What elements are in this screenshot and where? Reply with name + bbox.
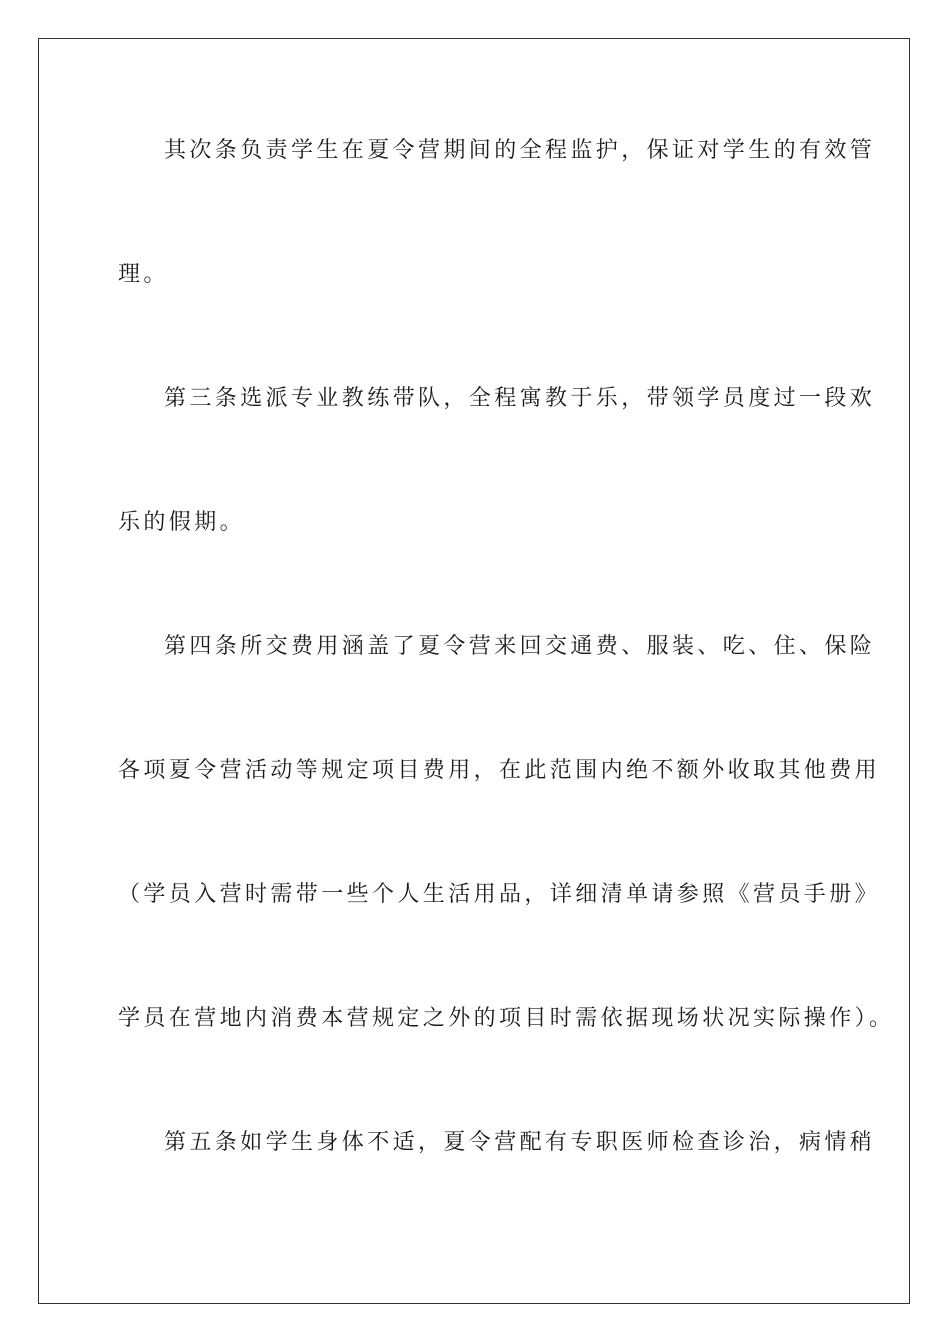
- paragraph-line: 各项夏令营活动等规定项目费用，在此范围内绝不额外收取其他费用: [118, 758, 881, 783]
- paragraph-line: 其次条负责学生在夏令营期间的全程监护，保证对学生的有效管: [164, 138, 876, 163]
- paragraph-line: 第三条选派专业教练带队，全程寓教于乐，带领学员度过一段欢: [164, 386, 876, 411]
- paragraph-line: 乐的假期。: [118, 510, 246, 535]
- paragraph-line: 第五条如学生身体不适，夏令营配有专职医师检查诊治，病情稍: [164, 1130, 876, 1155]
- paragraph-line: 学员在营地内消费本营规定之外的项目时需依据现场状况实际操作）。: [118, 1006, 895, 1031]
- page-border: [38, 38, 910, 1304]
- paragraph-line: 理。: [118, 262, 169, 287]
- paragraph-line: （学员入营时需带一些个人生活用品，详细清单请参照《营员手册》: [118, 882, 881, 907]
- paragraph-line: 第四条所交费用涵盖了夏令营来回交通费、服装、吃、住、保险: [164, 634, 876, 659]
